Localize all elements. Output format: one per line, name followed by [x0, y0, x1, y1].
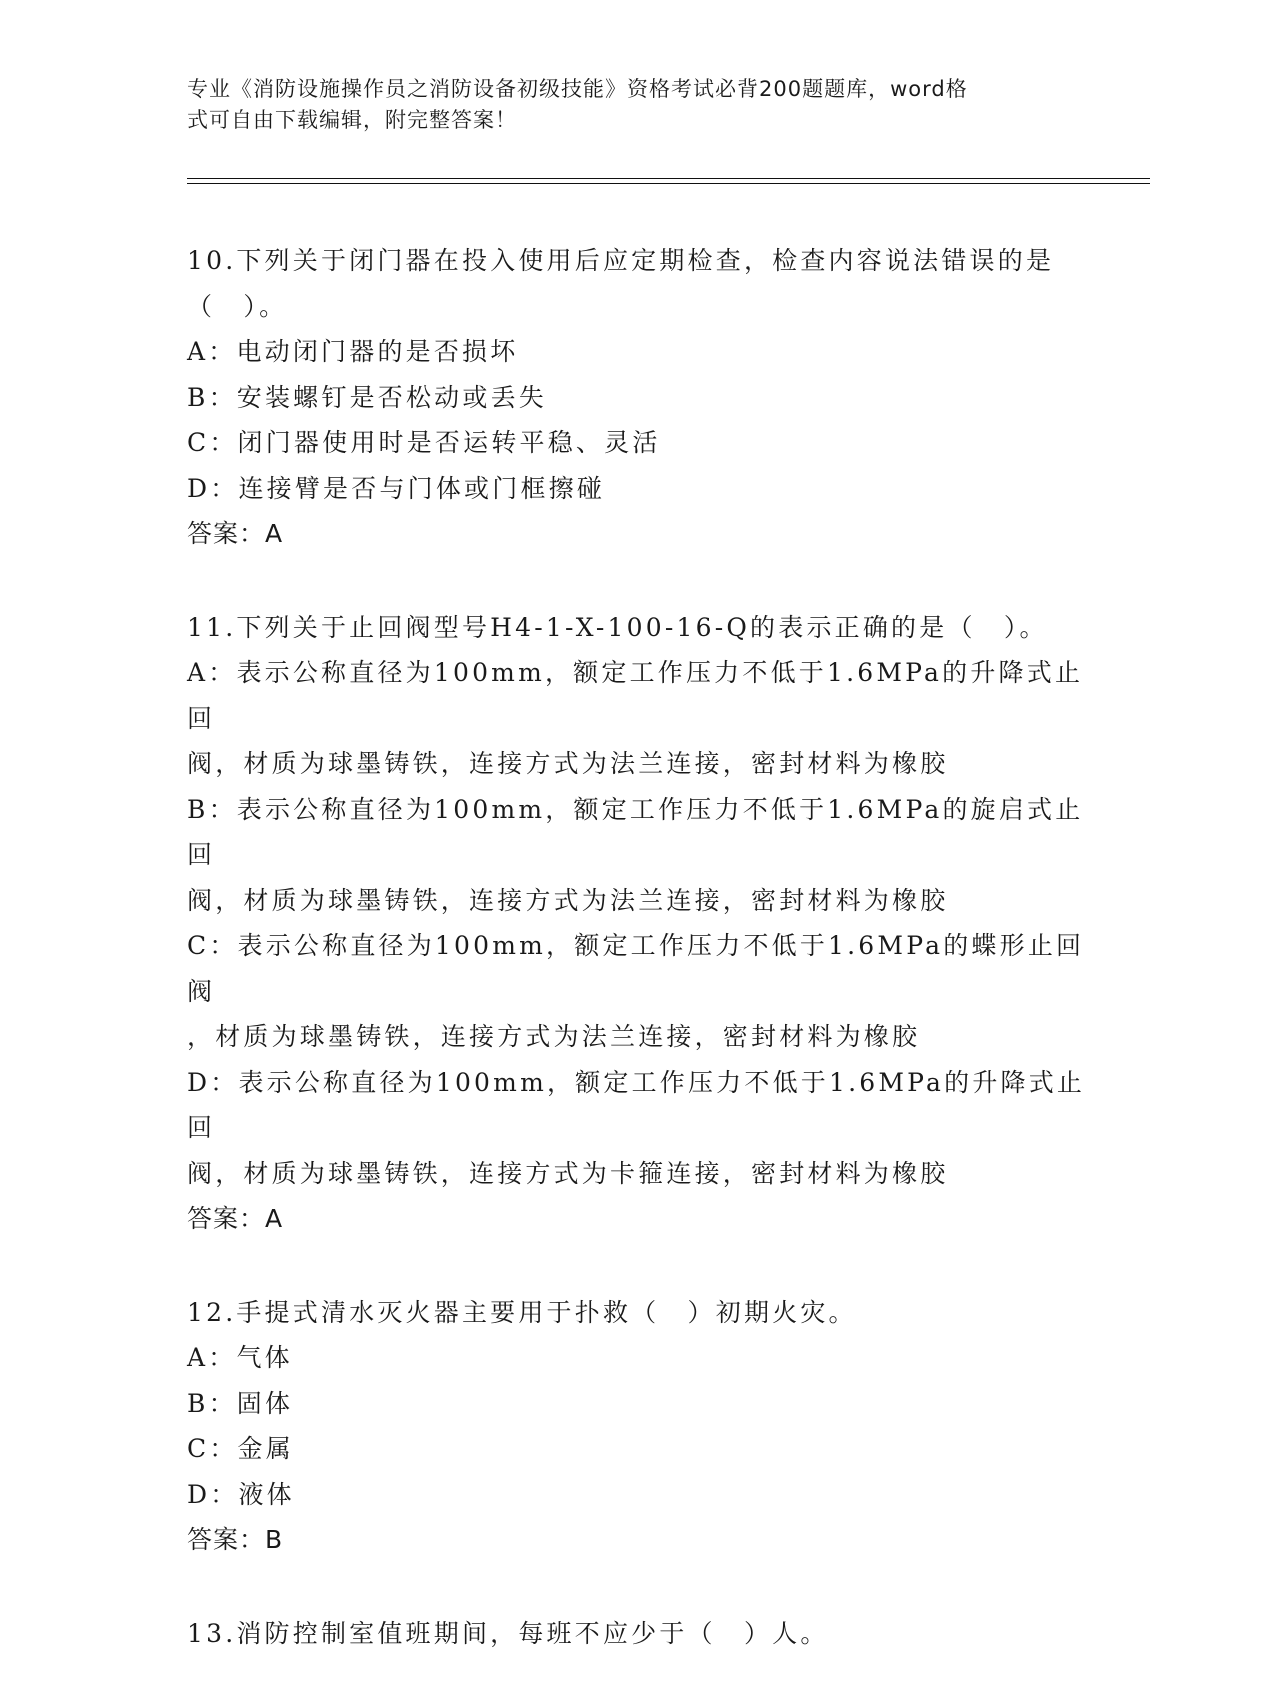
option-b: B：固体	[187, 1388, 294, 1418]
question-title: 10.下列关于闭门器在投入使用后应定期检查，检查内容说法错误的是	[187, 246, 1055, 275]
question-title: 13.消防控制室值班期间，每班不应少于（ ）人。	[187, 1618, 829, 1648]
question-10	[187, 238, 1087, 557]
option-d: D：液体	[187, 1479, 295, 1509]
option-a: A：表示公称直径为100mm，额定工作压力不低于1.6MPa的升降式止回	[187, 658, 1084, 733]
option-d: D：连接臂是否与门体或门框擦碰	[187, 473, 606, 503]
question-title: 12.手提式清水灭火器主要用于扑救（ ）初期火灾。	[187, 1297, 857, 1327]
header-divider-top	[187, 178, 1150, 179]
option-c: C：金属	[187, 1434, 294, 1463]
option-b: B：安装螺钉是否松动或丢失	[187, 382, 547, 412]
option-c: C：闭门器使用时是否运转平稳、灵活	[187, 428, 661, 457]
document-header	[187, 74, 1067, 136]
header-divider-bottom	[187, 183, 1150, 184]
answer: 答案：A	[187, 519, 284, 548]
option-c-continued: ，材质为球墨铸铁，连接方式为法兰连接，密封材料为橡胶	[187, 1022, 921, 1051]
answer: 答案：B	[187, 1525, 284, 1554]
header-line-2: 式可自由下载编辑，附完整答案！	[187, 108, 517, 132]
question-12	[187, 1290, 1087, 1563]
option-a-continued: 阀，材质为球墨铸铁，连接方式为法兰连接，密封材料为橡胶	[187, 749, 949, 778]
answer: 答案：A	[187, 1204, 284, 1233]
option-b-continued: 阀，材质为球墨铸铁，连接方式为法兰连接，密封材料为橡胶	[187, 885, 949, 915]
question-list	[187, 238, 1087, 1704]
option-d-continued: 阀，材质为球墨铸铁，连接方式为卡箍连接，密封材料为橡胶	[187, 1158, 949, 1188]
option-a: A：电动闭门器的是否损坏	[187, 337, 519, 366]
question-title-continued: （ ）。	[187, 291, 288, 321]
question-11	[187, 605, 1087, 1242]
option-c: C：表示公称直径为100mm，额定工作压力不低于1.6MPa的蝶形止回阀	[187, 931, 1085, 1006]
header-line-1: 专业《消防设施操作员之消防设备初级技能》资格考试必背200题题库，word格	[187, 77, 968, 101]
option-d: D：表示公称直径为100mm，额定工作压力不低于1.6MPa的升降式止回	[187, 1067, 1086, 1142]
option-b: B：表示公称直径为100mm，额定工作压力不低于1.6MPa的旋启式止回	[187, 794, 1084, 869]
question-13	[187, 1611, 1087, 1657]
option-a: A：气体	[187, 1343, 293, 1372]
question-title: 11.下列关于止回阀型号H4-1-X-100-16-Q的表示正确的是（ ）。	[187, 612, 1048, 642]
